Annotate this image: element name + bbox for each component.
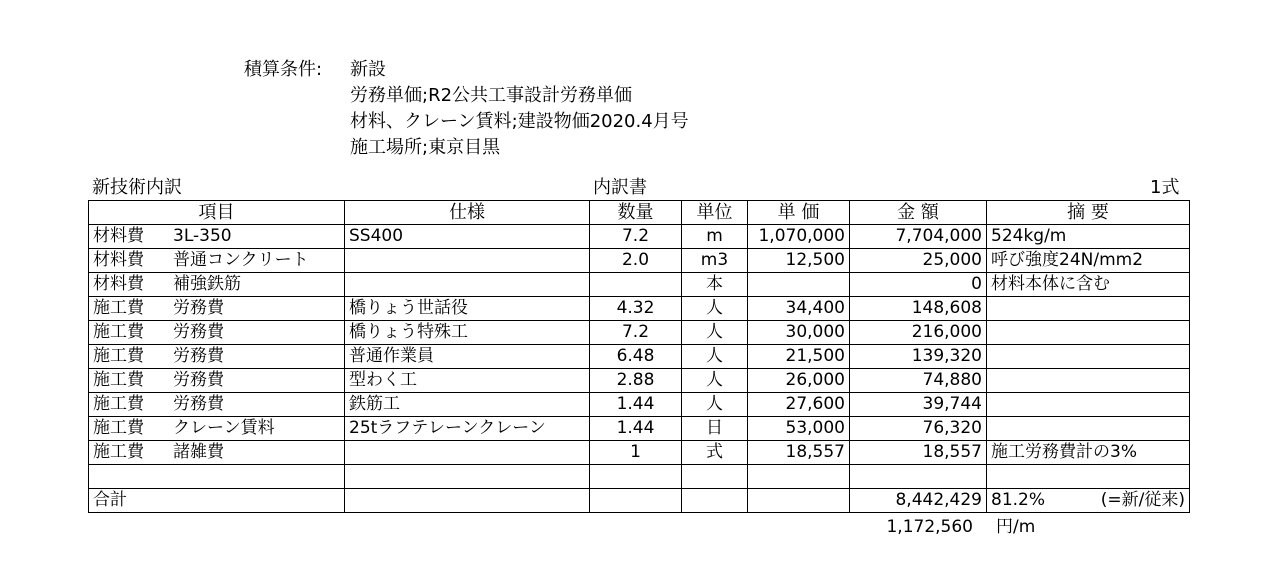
empty-cell (345, 489, 590, 513)
condition-line: 施工場所;東京目黒 (350, 137, 501, 158)
amount-cell: 216,000 (850, 321, 987, 345)
unit-cell: 人 (682, 345, 748, 369)
table-row (89, 249, 1190, 273)
qty-cell: 1.44 (590, 417, 682, 441)
qty-cell: 4.32 (590, 297, 682, 321)
item-name: 補強鉄筋 (173, 274, 241, 294)
item-name: 労務費 (173, 370, 224, 390)
item-cell (89, 297, 345, 321)
total-note-cell (987, 489, 1190, 513)
item-category: 材料費 (93, 274, 144, 294)
note-cell (987, 417, 1190, 441)
column-header: 単 価 (748, 201, 850, 225)
price-cell: 18,557 (748, 441, 850, 465)
item-cell (89, 225, 345, 249)
breakdown-title: 新技術内訳 (92, 177, 182, 198)
ratio-value: 81.2% (991, 490, 1046, 510)
item-category: 施工費 (93, 370, 144, 390)
conditions-label: 積算条件: (244, 59, 323, 80)
unit-cell: 日 (682, 417, 748, 441)
empty-cell (345, 465, 590, 489)
note-cell: 施工労務費計の3% (987, 441, 1190, 465)
table-row (89, 369, 1190, 393)
qty-cell: 1.44 (590, 393, 682, 417)
amount-cell: 139,320 (850, 345, 987, 369)
item-name: クレーン賃料 (173, 418, 275, 438)
ratio-description: (=新/従来) (1100, 490, 1185, 510)
unit-cell: 人 (682, 393, 748, 417)
amount-cell: 0 (850, 273, 987, 297)
condition-line: 新設 (350, 59, 386, 80)
column-header: 項目 (89, 201, 345, 225)
item-name: 労務費 (173, 298, 224, 318)
spec-cell (345, 441, 590, 465)
amount-cell: 76,320 (850, 417, 987, 441)
price-cell: 26,000 (748, 369, 850, 393)
price-cell: 53,000 (748, 417, 850, 441)
item-cell (89, 393, 345, 417)
amount-cell: 148,608 (850, 297, 987, 321)
item-category: 施工費 (93, 418, 144, 438)
column-header: 摘 要 (987, 201, 1190, 225)
item-category: 施工費 (93, 322, 144, 342)
empty-cell (682, 465, 748, 489)
unit-cell: 人 (682, 297, 748, 321)
unit-cell: m3 (682, 249, 748, 273)
spec-cell: 25tラフテレーンクレーン (345, 417, 590, 441)
item-cell (89, 345, 345, 369)
set-count: 1式 (1150, 177, 1180, 198)
per-meter-unit: 円/m (996, 517, 1036, 537)
note-cell (987, 345, 1190, 369)
item-name: 労務費 (173, 346, 224, 366)
item-cell (89, 249, 345, 273)
item-cell (89, 321, 345, 345)
amount-cell: 18,557 (850, 441, 987, 465)
price-cell: 1,070,000 (748, 225, 850, 249)
per-meter-amount: 1,172,560 (886, 517, 973, 537)
spec-cell: 型わく工 (345, 369, 590, 393)
empty-cell (748, 489, 850, 513)
qty-cell: 7.2 (590, 225, 682, 249)
item-category: 材料費 (93, 250, 144, 270)
unit-cell: m (682, 225, 748, 249)
unit-cell: 本 (682, 273, 748, 297)
qty-cell: 7.2 (590, 321, 682, 345)
price-cell (748, 273, 850, 297)
note-cell: 524kg/m (987, 225, 1190, 249)
table-row (89, 441, 1190, 465)
table-row-empty (89, 465, 1190, 489)
column-header: 数量 (590, 201, 682, 225)
item-name: 普通コンクリート (173, 250, 309, 270)
table-row (89, 417, 1190, 441)
qty-cell: 6.48 (590, 345, 682, 369)
condition-line: 労務単価;R2公共工事設計労務単価 (350, 85, 633, 106)
spec-cell (345, 249, 590, 273)
unit-cell: 人 (682, 369, 748, 393)
spec-cell: 橋りょう特殊工 (345, 321, 590, 345)
spec-cell: 普通作業員 (345, 345, 590, 369)
note-cell: 呼び強度24N/mm2 (987, 249, 1190, 273)
table-header-row (89, 201, 1190, 225)
note-cell (987, 321, 1190, 345)
table-row (89, 345, 1190, 369)
item-category: 施工費 (93, 346, 144, 366)
spec-cell: 鉄筋工 (345, 393, 590, 417)
condition-line: 材料、クレーン賃料;建設物価2020.4月号 (350, 111, 689, 132)
item-category: 施工費 (93, 298, 144, 318)
amount-cell: 7,704,000 (850, 225, 987, 249)
item-cell (89, 369, 345, 393)
note-cell (987, 297, 1190, 321)
qty-cell: 2.0 (590, 249, 682, 273)
column-header: 単位 (682, 201, 748, 225)
table-row (89, 273, 1190, 297)
qty-cell: 1 (590, 441, 682, 465)
note-cell (987, 393, 1190, 417)
item-cell (89, 273, 345, 297)
document-title: 内訳書 (593, 177, 647, 198)
item-name: 諸雑費 (173, 442, 224, 462)
empty-cell (89, 465, 345, 489)
qty-cell: 2.88 (590, 369, 682, 393)
breakdown-table (88, 200, 1190, 513)
item-category: 施工費 (93, 442, 144, 462)
item-category: 材料費 (93, 226, 144, 246)
price-cell: 21,500 (748, 345, 850, 369)
item-cell (89, 441, 345, 465)
total-label: 合計 (89, 489, 345, 513)
unit-cell: 人 (682, 321, 748, 345)
unit-cell: 式 (682, 441, 748, 465)
conditions-list (350, 57, 689, 161)
amount-cell: 39,744 (850, 393, 987, 417)
price-cell: 12,500 (748, 249, 850, 273)
item-name: 労務費 (173, 394, 224, 414)
empty-cell (590, 465, 682, 489)
column-header: 金 額 (850, 201, 987, 225)
total-amount: 8,442,429 (850, 489, 987, 513)
spec-cell: SS400 (345, 225, 590, 249)
note-cell (987, 369, 1190, 393)
item-cell (89, 417, 345, 441)
table-row (89, 321, 1190, 345)
table-row (89, 393, 1190, 417)
note-cell: 材料本体に含む (987, 273, 1190, 297)
total-row (89, 489, 1190, 513)
price-cell: 27,600 (748, 393, 850, 417)
empty-cell (682, 489, 748, 513)
spec-cell (345, 273, 590, 297)
price-cell: 30,000 (748, 321, 850, 345)
amount-cell: 25,000 (850, 249, 987, 273)
table-row (89, 225, 1190, 249)
qty-cell (590, 273, 682, 297)
column-header: 仕様 (345, 201, 590, 225)
item-category: 施工費 (93, 394, 144, 414)
empty-cell (987, 465, 1190, 489)
item-name: 3L-350 (173, 226, 232, 246)
empty-cell (590, 489, 682, 513)
table-row (89, 297, 1190, 321)
empty-cell (748, 465, 850, 489)
item-name: 労務費 (173, 322, 224, 342)
price-cell: 34,400 (748, 297, 850, 321)
amount-cell: 74,880 (850, 369, 987, 393)
empty-cell (850, 465, 987, 489)
spec-cell: 橋りょう世話役 (345, 297, 590, 321)
